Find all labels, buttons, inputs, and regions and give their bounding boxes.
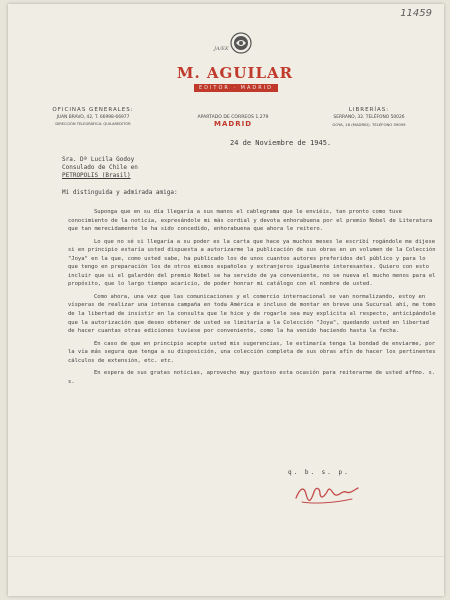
reference-mark: JA/EK: [214, 46, 229, 52]
body-paragraph: En espera de sus gratas noticias, aprovecho muy gustoso esta ocasión para reiterarme de usted affmo. s. s.: [68, 370, 436, 385]
handwritten-signature-icon: [294, 478, 362, 508]
bookstore-line-1: SERRANO, 32. TELÉFONO 50026: [333, 115, 405, 120]
recipient-block: [62, 156, 138, 180]
brand-tagline: EDITOR · MADRID: [194, 84, 278, 92]
offices-address: JUAN BRAVO, 42, T. 66998-66977: [56, 115, 130, 120]
archive-number: 11459: [400, 8, 432, 19]
letterhead-right: [314, 107, 424, 127]
letter-date: 24 de Noviembre de 1945.: [230, 139, 332, 147]
recipient-city: PETROPOLIS (Brasil): [62, 172, 131, 179]
recipient-name: Sra. Dª Lucila Godoy: [62, 156, 135, 163]
closing-formula: q. b. s. p.: [288, 469, 350, 476]
offices-telegraph: DIRECCIÓN TELEGRÁFICA: QUILAREDITOR: [55, 122, 131, 126]
paper-fold: [8, 556, 444, 557]
body-paragraph: Suponga que en su día llegaría a sus manos el cablegrama que le enviéis, tan pronto como tuve conocimiento de la noticia, expresándole mi más cordial y devota enhorabuena por el premio Nobel de Literatura que tan merecidamente le ha sido concedido, enhorabuena que ahora le reitero.: [68, 209, 433, 233]
recipient-office: Consulado de Chile en: [62, 164, 138, 171]
salutation: Mi distinguida y admirada amiga:: [62, 189, 178, 196]
bookstore-line-2: GOYA, 18 (MADRID). TELÉFONO 59059: [332, 122, 406, 127]
po-box: APARTADO DE CORREOS 1.279: [197, 115, 269, 120]
publisher-emblem-icon: [230, 32, 252, 54]
letterhead-middle: [168, 115, 298, 128]
letter-page: [8, 4, 444, 596]
letterhead-left: [38, 107, 148, 126]
letter-body: [68, 208, 438, 390]
offices-title: OFICINAS GENERALES:: [52, 107, 134, 113]
bookstores-title: LIBRERÍAS:: [348, 107, 390, 113]
brand-name: M. AGUILAR: [176, 64, 294, 82]
body-paragraph: Lo que no sé si llegaría a su poder es la carta que hace ya muchos meses le escribí rogándole me dijese si en principio estaría usted dispuesta a autorizarme la publicación de sus obras en un volumen de la Colección "Joya" en la que, como usted sabe, ha publicado los de unos cuantos autores preferidos del público y para lo que tengo en preparación los de otros mismos españoles y extranjeros igualmente interesantes. Quiero con esto incluir que si el galardón del premio Nobel se ha servido de ya conveniente, no se nueva el mucho menos para el propósito, que lo largo tiempo acaricio, de poder honrar mi catálogo con el nombre de usted.: [68, 238, 436, 288]
body-paragraph: Como ahora, una vez que las comunicaciones y el comercio internacional se van normalizando, estoy en vísperas de realizar una intensa campaña en toda América e incluso de montar en breve una Sucursal ahí, me tomo de la libertad de insistir en la consulta que le hice y de rogarle sea muy explícita al respecto, anticipándole que la autorización que deseo obtener de usted se limitaría a la Colección "Joya", quedando usted en libertad de hacer cuantas otras ediciones tuviese por conveniente, como la ha venido haciendo hasta la fecha.: [68, 293, 436, 335]
letterhead-city: MADRID: [214, 120, 252, 128]
body-paragraph: En caso de que en principio acepte usted mis sugerencias, le estimaría tenga la bondad de enviarme, por la vía más segura que tenga a su disposición, una colección completa de sus obras afín de hacer los pertinentes cálculos de extensión, etc. etc.: [68, 340, 436, 364]
